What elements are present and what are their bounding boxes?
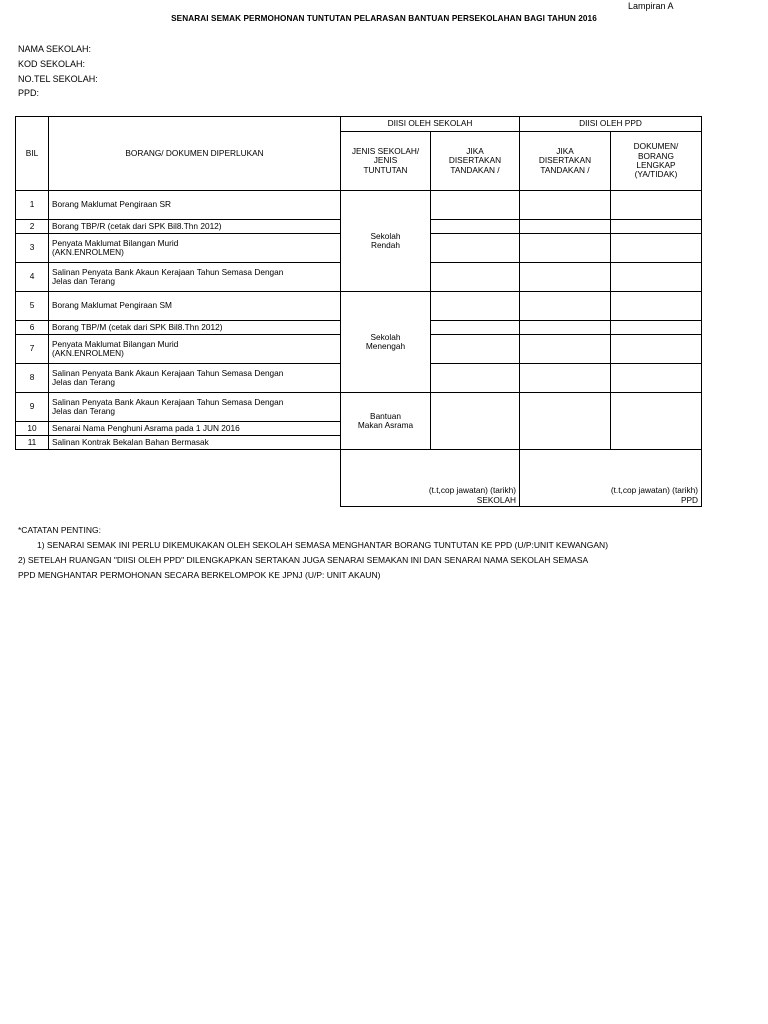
cell-tandakan-ppd[interactable] — [520, 292, 611, 321]
header-diisi-sekolah: DIISI OLEH SEKOLAH — [341, 117, 520, 132]
cell-tandakan-ppd[interactable] — [520, 191, 611, 220]
row-bil: 11 — [16, 436, 49, 450]
header-jika-disertakan-ppd: JIKA DISERTAKAN TANDAKAN / — [520, 132, 611, 191]
row-document: Borang TBP/R (cetak dari SPK Bil8.Thn 2012) — [49, 220, 341, 234]
note-2: 2) SETELAH RUANGAN "DIISI OLEH PPD" DILENGKAPKAN SERTAKAN JUGA SENARAI SEMAKAN INI DAN SENARAI NAMA SEKOLAH SEMASA — [18, 555, 589, 565]
table-row — [16, 191, 702, 220]
cell-tandakan-ppd[interactable] — [520, 220, 611, 234]
row-bil: 4 — [16, 263, 49, 292]
cell-dokumen-lengkap[interactable] — [611, 220, 702, 234]
header-dokumen-lengkap: DOKUMEN/ BORANG LENGKAP (YA/TIDAK) — [611, 132, 702, 191]
cell-tandakan-sekolah[interactable] — [431, 321, 520, 335]
row-document: Salinan Kontrak Bekalan Bahan Bermasak — [49, 436, 341, 450]
row-bil: 10 — [16, 422, 49, 436]
row-document: Borang Maklumat Pengiraan SM — [49, 292, 341, 321]
table-row — [16, 393, 702, 422]
header-diisi-ppd: DIISI OLEH PPD — [520, 117, 702, 132]
group-sekolah-menengah: Sekolah Menengah — [341, 292, 431, 393]
row-bil: 6 — [16, 321, 49, 335]
field-no-tel-sekolah: NO.TEL SEKOLAH: — [18, 74, 98, 84]
row-bil: 5 — [16, 292, 49, 321]
table-row — [16, 292, 702, 321]
header-bil: BIL — [16, 117, 49, 191]
header-borang: BORANG/ DOKUMEN DIPERLUKAN — [49, 117, 341, 191]
field-nama-sekolah: NAMA SEKOLAH: — [18, 44, 92, 54]
note-2-continued: PPD MENGHANTAR PERMOHONAN SECARA BERKELOMPOK KE JPNJ (U/P: UNIT AKAUN) — [18, 570, 381, 580]
signature-sekolah[interactable]: (t.t,cop jawatan) (tarikh) SEKOLAH — [341, 450, 520, 507]
signature-ppd[interactable]: (t.t,cop jawatan) (tarikh) PPD — [520, 450, 702, 507]
cell-dokumen-lengkap[interactable] — [611, 234, 702, 263]
cell-dokumen-lengkap[interactable] — [611, 263, 702, 292]
row-bil: 3 — [16, 234, 49, 263]
cell-dokumen-lengkap[interactable] — [611, 364, 702, 393]
cell-tandakan-ppd[interactable] — [520, 234, 611, 263]
row-bil: 9 — [16, 393, 49, 422]
row-document: Salinan Penyata Bank Akaun Kerajaan Tahun Semasa Dengan Jelas dan Terang — [49, 364, 341, 393]
appendix-label: Lampiran A — [628, 1, 674, 11]
row-bil: 1 — [16, 191, 49, 220]
note-1: 1) SENARAI SEMAK INI PERLU DIKEMUKAKAN OLEH SEKOLAH SEMASA MENGHANTAR BORANG TUNTUTAN KE PPD (U/P:UNIT KEWANGAN) — [37, 540, 609, 550]
row-document: Borang TBP/M (cetak dari SPK Bil8.Thn 2012) — [49, 321, 341, 335]
cell-tandakan-sekolah[interactable] — [431, 220, 520, 234]
checklist-table — [15, 116, 702, 507]
row-bil: 7 — [16, 335, 49, 364]
cell-dokumen-lengkap[interactable] — [611, 292, 702, 321]
row-document: Salinan Penyata Bank Akaun Kerajaan Tahun Semasa Dengan Jelas dan Terang — [49, 263, 341, 292]
notes-heading: *CATATAN PENTING: — [18, 525, 101, 535]
field-ppd: PPD: — [18, 88, 40, 98]
row-document: Penyata Maklumat Bilangan Murid (AKN.ENROLMEN) — [49, 335, 341, 364]
cell-tandakan-sekolah[interactable] — [431, 393, 520, 450]
row-document: Borang Maklumat Pengiraan SR — [49, 191, 341, 220]
row-document: Penyata Maklumat Bilangan Murid (AKN.ENROLMEN) — [49, 234, 341, 263]
cell-tandakan-ppd[interactable] — [520, 364, 611, 393]
row-document: Senarai Nama Penghuni Asrama pada 1 JUN 2016 — [49, 422, 341, 436]
cell-tandakan-ppd[interactable] — [520, 393, 611, 450]
cell-tandakan-sekolah[interactable] — [431, 364, 520, 393]
row-document: Salinan Penyata Bank Akaun Kerajaan Tahun Semasa Dengan Jelas dan Terang — [49, 393, 341, 422]
cell-tandakan-sekolah[interactable] — [431, 292, 520, 321]
cell-dokumen-lengkap[interactable] — [611, 393, 702, 450]
cell-tandakan-sekolah[interactable] — [431, 263, 520, 292]
cell-dokumen-lengkap[interactable] — [611, 335, 702, 364]
field-kod-sekolah: KOD SEKOLAH: — [18, 59, 86, 69]
row-bil: 8 — [16, 364, 49, 393]
important-notes — [18, 523, 608, 583]
cell-tandakan-ppd[interactable] — [520, 321, 611, 335]
cell-dokumen-lengkap[interactable] — [611, 321, 702, 335]
header-jika-disertakan-sekolah: JIKA DISERTAKAN TANDAKAN / — [431, 132, 520, 191]
group-sekolah-rendah: Sekolah Rendah — [341, 191, 431, 292]
row-bil: 2 — [16, 220, 49, 234]
cell-tandakan-ppd[interactable] — [520, 263, 611, 292]
header-jenis-sekolah: JENIS SEKOLAH/ JENIS TUNTUTAN — [341, 132, 431, 191]
document-title: SENARAI SEMAK PERMOHONAN TUNTUTAN PELARASAN BANTUAN PERSEKOLAHAN BAGI TAHUN 2016 — [171, 14, 597, 23]
cell-dokumen-lengkap[interactable] — [611, 191, 702, 220]
cell-tandakan-sekolah[interactable] — [431, 191, 520, 220]
group-bantuan-makan-asrama: Bantuan Makan Asrama — [341, 393, 431, 450]
cell-tandakan-ppd[interactable] — [520, 335, 611, 364]
cell-tandakan-sekolah[interactable] — [431, 234, 520, 263]
cell-tandakan-sekolah[interactable] — [431, 335, 520, 364]
